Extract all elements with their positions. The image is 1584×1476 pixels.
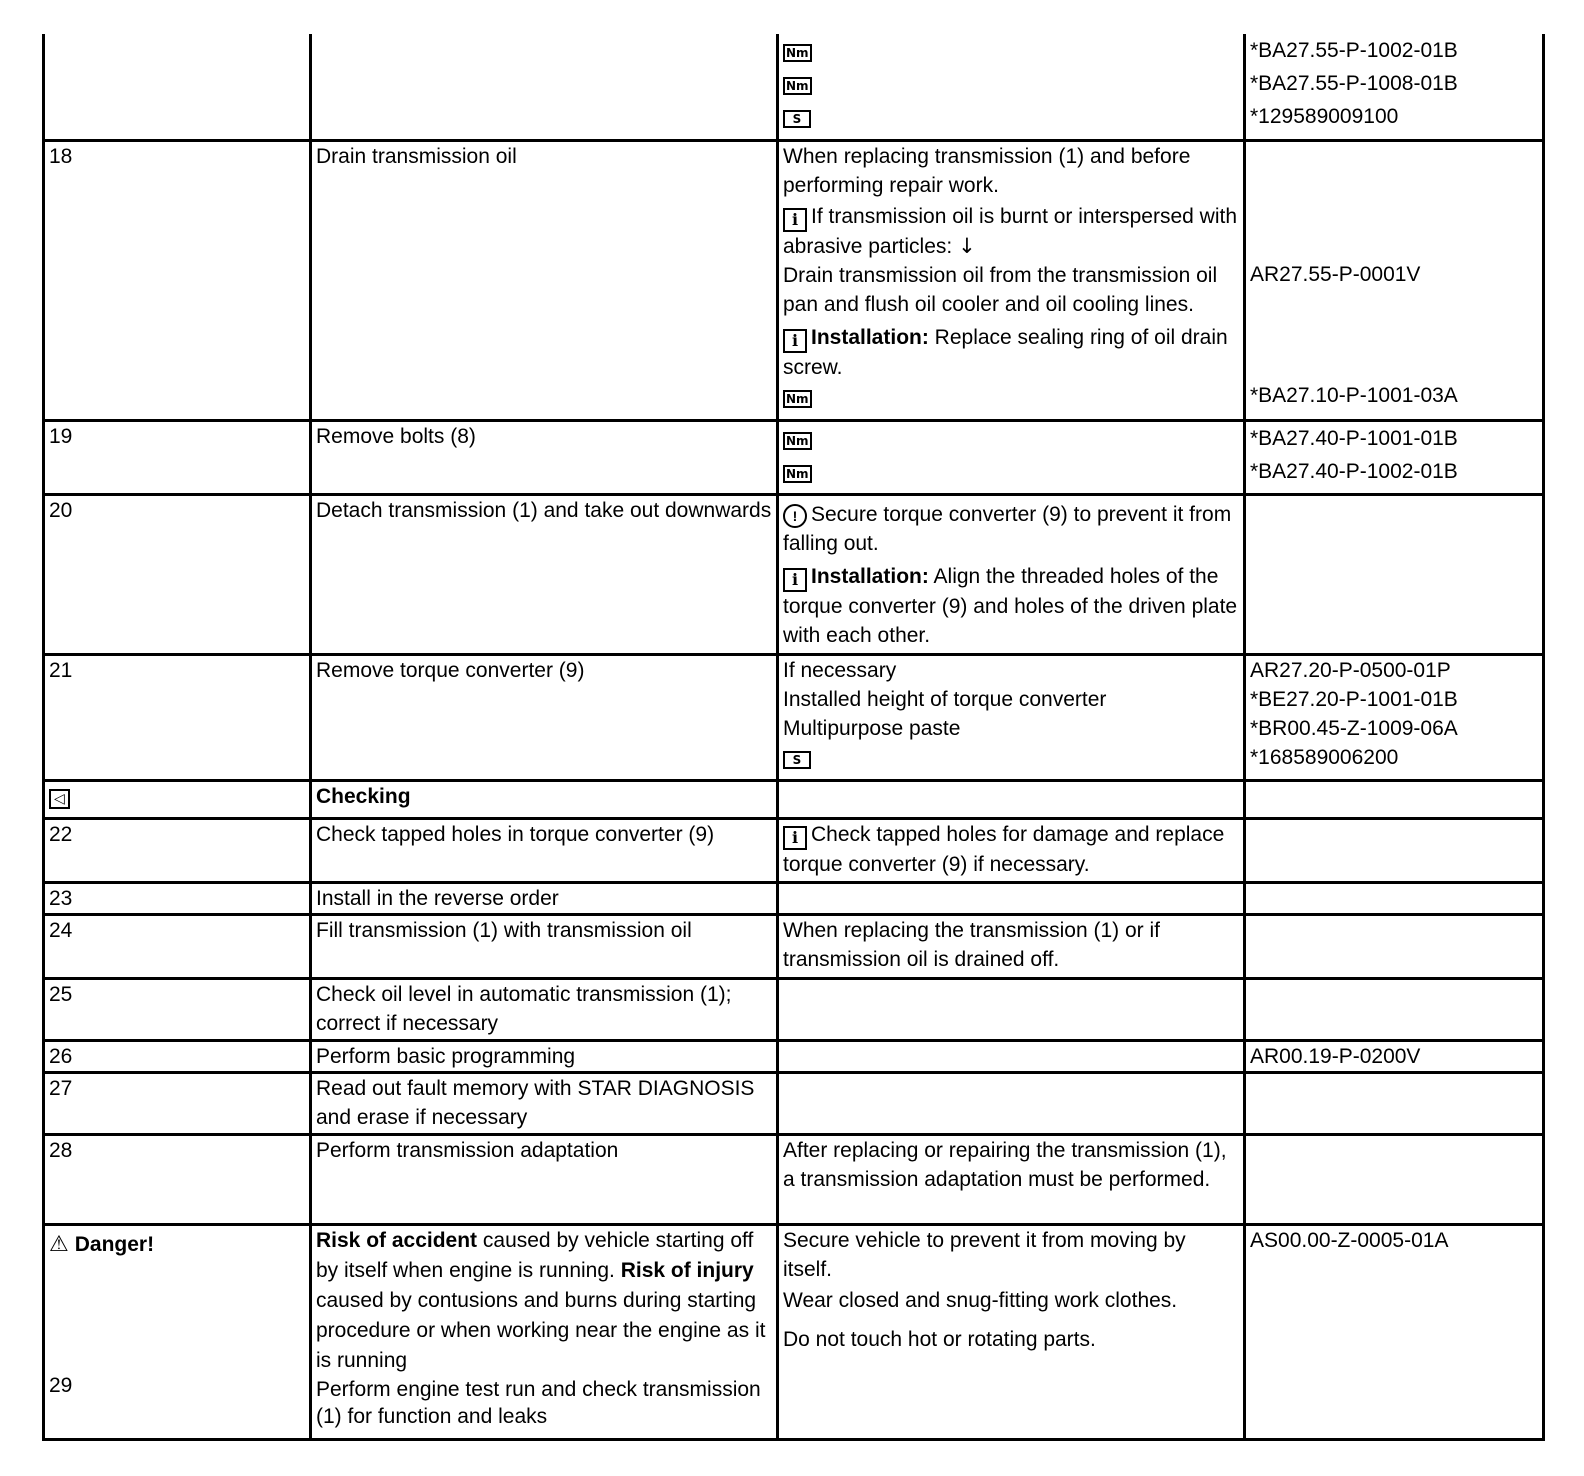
note-text: Replace sealing ring of oil drain screw. [783,325,1228,379]
torque-icon: Nm [783,390,812,408]
table-row [44,780,1544,818]
note-text: If transmission oil is burnt or interspersed with abrasive particles: [783,204,1237,258]
ref-link[interactable]: AR00.19-P-0200V [1245,1040,1544,1072]
note-text: Check tapped holes for damage and replace torque converter (9) if necessary. [783,822,1225,876]
info-icon: i [783,208,807,232]
notes-cell [778,140,1245,420]
ref-link[interactable]: *BA27.55-P-1002-01B [1250,39,1458,62]
operation-cell: Perform basic programming [311,1040,778,1072]
ref-link[interactable]: AR27.55-P-0001V [1250,262,1421,286]
ref-cell [1245,978,1544,1040]
table-row [44,420,1544,494]
note-text: Secure vehicle to prevent it from moving by itself. [783,1228,1186,1281]
ref-link[interactable]: *BA27.40-P-1001-01B [1250,426,1458,450]
step-cell: 20 [44,494,311,654]
torque-icon: Nm [783,432,812,450]
ref-link[interactable]: *BA27.10-P-1001-03A [1250,383,1458,407]
ref-cell [1245,914,1544,978]
operation-text: Perform engine test run and check transmission (1) for function and leaks [316,1377,761,1428]
risk-text: Risk of accident caused by vehicle starting off by itself when engine is running. Risk of injury caused by contusions and burns during starting procedure or when working near the engine as it is running [316,1228,766,1372]
table-row [44,1134,1544,1224]
note-text: Multipurpose paste [783,716,961,740]
table-row [44,818,1544,882]
step-cell: 24 [44,914,311,978]
section-heading: Checking [311,780,778,818]
operation-cell: Remove bolts (8) [311,420,778,494]
table-row [44,140,1544,420]
notes-cell [778,978,1245,1040]
notes-cell [778,494,1245,654]
table-row [44,1224,1544,1439]
special-tool-icon: S [783,110,811,128]
note-text: Align the threaded holes of the torque converter (9) and holes of the driven plate with each other. [783,564,1238,647]
notes-cell [778,882,1245,914]
procedure-table [42,34,1545,1441]
info-icon: i [783,329,807,353]
operation-cell: Perform transmission adaptation [311,1134,778,1224]
notes-cell [778,654,1245,780]
operation-cell: Check tapped holes in torque converter (9) [311,818,778,882]
notes-cell [778,34,1245,140]
ref-cell [1245,1134,1544,1224]
note-label: Installation: [811,564,929,588]
table-row [44,978,1544,1040]
ref-link[interactable]: *BR00.45-Z-1009-06A [1250,716,1458,740]
step-cell [44,34,311,140]
step-cell [44,780,311,818]
ref-cell [1245,780,1544,818]
torque-icon: Nm [783,77,812,95]
special-tool-icon: S [783,751,811,769]
ref-cell [1245,818,1544,882]
operation-cell [311,1224,778,1439]
ref-cell [1245,420,1544,494]
note-text: Installed height of torque converter [783,687,1107,711]
note-text: Do not touch hot or rotating parts. [783,1327,1096,1351]
notes-cell: After replacing or repairing the transmission (1), a transmission adaptation must be performed. [778,1134,1245,1224]
danger-label: Danger! [74,1232,155,1256]
step-number: 29 [49,1373,73,1397]
note-text: When replacing transmission (1) and before performing repair work. [783,144,1191,197]
operation-cell: Remove torque converter (9) [311,654,778,780]
step-cell: 21 [44,654,311,780]
ref-cell [1245,140,1544,420]
operation-cell: Detach transmission (1) and take out downwards [311,494,778,654]
ref-link[interactable]: AS00.00-Z-0005-01A [1245,1224,1544,1439]
step-cell: 22 [44,818,311,882]
ref-link[interactable]: *BA27.55-P-1008-01B [1250,72,1458,95]
info-icon: i [783,826,807,850]
operation-cell: Check oil level in automatic transmission (1); correct if necessary [311,978,778,1040]
warning-triangle-icon: ⚠ [49,1231,69,1257]
note-label: Installation: [811,325,929,349]
torque-icon: Nm [783,465,812,483]
arrow-down-icon: ↓ [958,233,976,258]
notes-cell: When replacing the transmission (1) or if transmission oil is drained off. [778,914,1245,978]
section-marker-icon: ◁ [49,789,70,809]
ref-cell [1245,654,1544,780]
notes-cell [778,420,1245,494]
ref-link[interactable]: *BE27.20-P-1001-01B [1250,687,1458,711]
operation-cell [311,34,778,140]
notes-cell [778,1072,1245,1134]
note-text: Secure torque converter (9) to prevent it from falling out. [783,502,1232,555]
ref-cell [1245,34,1544,140]
step-cell [44,1224,311,1439]
step-cell: 25 [44,978,311,1040]
ref-cell [1245,494,1544,654]
notes-cell [778,1224,1245,1439]
step-cell: 26 [44,1040,311,1072]
step-cell: 19 [44,420,311,494]
note-text: Wear closed and snug-fitting work clothes. [783,1288,1178,1312]
table-row [44,494,1544,654]
table-row [44,1072,1544,1134]
table-row [44,914,1544,978]
operation-cell: Drain transmission oil [311,140,778,420]
torque-icon: Nm [783,44,812,62]
table-row [44,882,1544,914]
ref-link[interactable]: *BA27.40-P-1002-01B [1250,459,1458,483]
ref-link[interactable]: *168589006200 [1250,745,1399,769]
caution-icon: ! [783,504,807,528]
table-row [44,1040,1544,1072]
ref-link[interactable]: AR27.20-P-0500-01P [1250,658,1451,682]
table-row [44,34,1544,140]
operation-cell: Install in the reverse order [311,882,778,914]
step-cell: 23 [44,882,311,914]
notes-cell [778,780,1245,818]
ref-cell [1245,1072,1544,1134]
info-icon: i [783,568,807,592]
notes-cell [778,1040,1245,1072]
operation-cell: Read out fault memory with STAR DIAGNOSIS and erase if necessary [311,1072,778,1134]
ref-cell [1245,882,1544,914]
step-cell: 27 [44,1072,311,1134]
note-text: Drain transmission oil from the transmission oil pan and flush oil cooler and oil cooling lines. [783,263,1218,316]
note-text: If necessary [783,658,897,682]
step-cell: 18 [44,140,311,420]
notes-cell [778,818,1245,882]
ref-link[interactable]: *129589009100 [1250,105,1399,128]
step-cell: 28 [44,1134,311,1224]
operation-cell: Fill transmission (1) with transmission oil [311,914,778,978]
table-row [44,654,1544,780]
